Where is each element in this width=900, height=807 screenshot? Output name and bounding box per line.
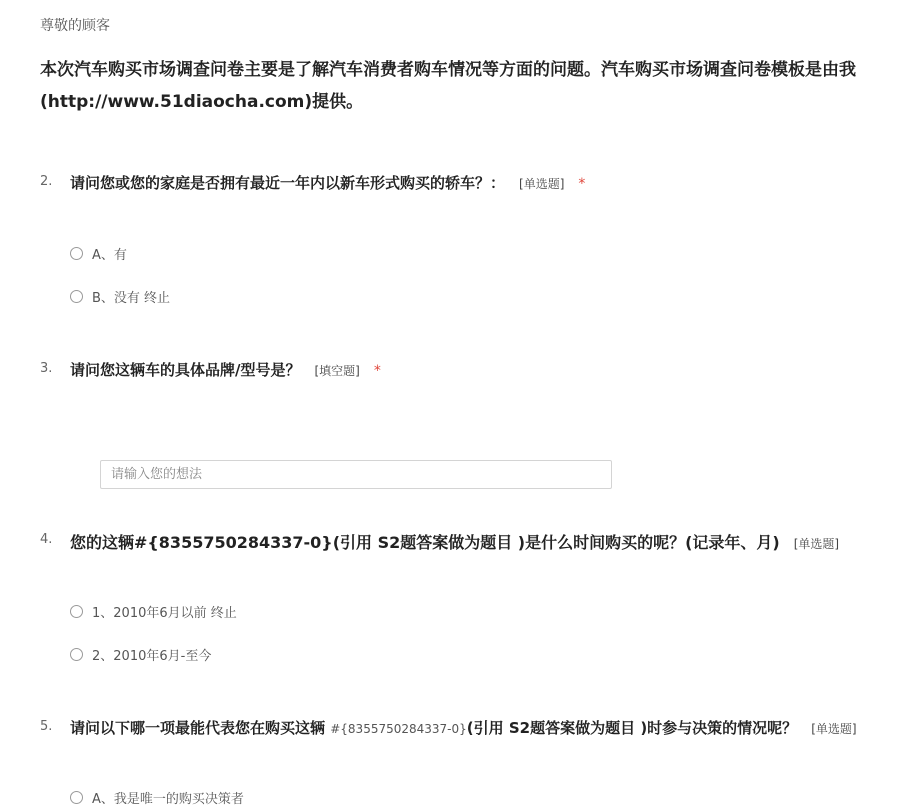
survey-intro-line-2: (http://www.51diaocha.com)提供。: [40, 92, 364, 112]
question-2-title-text: 请问您或您的家庭是否拥有最近一年内以新车形式购买的轿车？：: [70, 174, 506, 192]
question-2-option-b[interactable]: [70, 286, 170, 306]
question-5-title-prefix: 请问以下哪一项最能代表您在购买这辆: [70, 719, 331, 737]
radio-button-icon[interactable]: [70, 648, 83, 661]
question-5-option-a[interactable]: [70, 787, 244, 807]
question-4-title-text: 您的这辆#{8355750284337-0}(引用 S2题答案做为题目 )是什么时间购买的呢？(记录年、月): [70, 533, 780, 552]
question-3-title-text: 请问您这辆车的具体品牌/型号是？: [70, 361, 301, 379]
option-label: A、我是唯一的购买决策者: [92, 791, 244, 807]
required-mark: *: [373, 363, 381, 379]
question-4-number: 4.: [40, 532, 53, 547]
question-type-tag: [单选题]: [793, 537, 840, 551]
question-4-option-1[interactable]: [70, 601, 237, 621]
option-label: 2、2010年6月-至今: [92, 648, 212, 664]
option-label: 1、2010年6月以前 终止: [92, 605, 237, 621]
question-5-title-suffix: (引用 S2题答案做为题目 )时参与决策的情况呢？: [466, 719, 798, 737]
question-type-tag: [填空题]: [314, 364, 360, 378]
survey-intro-line-1: 本次汽车购买市场调查问卷主要是了解汽车消费者购车情况等方面的问题。汽车购买市场调查问卷模板是由我: [40, 60, 856, 80]
question-2-option-a[interactable]: [70, 243, 127, 263]
question-2-number: 2.: [40, 174, 53, 189]
required-mark: *: [578, 176, 586, 192]
question-5-title-reference: #{8355750284337-0}: [330, 722, 467, 736]
radio-button-icon[interactable]: [70, 605, 83, 618]
question-4-title: [70, 530, 839, 553]
question-3-answer-input[interactable]: [100, 460, 612, 489]
option-label: B、没有 终止: [92, 290, 171, 306]
question-type-tag: [单选题]: [519, 177, 565, 191]
question-5-number: 5.: [40, 719, 53, 734]
option-label: A、有: [92, 247, 127, 263]
question-3-number: 3.: [40, 361, 53, 376]
question-5-title: [70, 717, 857, 738]
question-2-title: [70, 172, 585, 193]
radio-button-icon[interactable]: [70, 791, 83, 804]
radio-button-icon[interactable]: [70, 247, 83, 260]
survey-greeting: 尊敬的顾客: [40, 18, 110, 34]
question-4-option-2[interactable]: [70, 644, 211, 664]
question-3-title: [70, 359, 381, 380]
question-type-tag: [单选题]: [811, 722, 857, 736]
radio-button-icon[interactable]: [70, 290, 83, 303]
survey-intro: [40, 54, 900, 118]
